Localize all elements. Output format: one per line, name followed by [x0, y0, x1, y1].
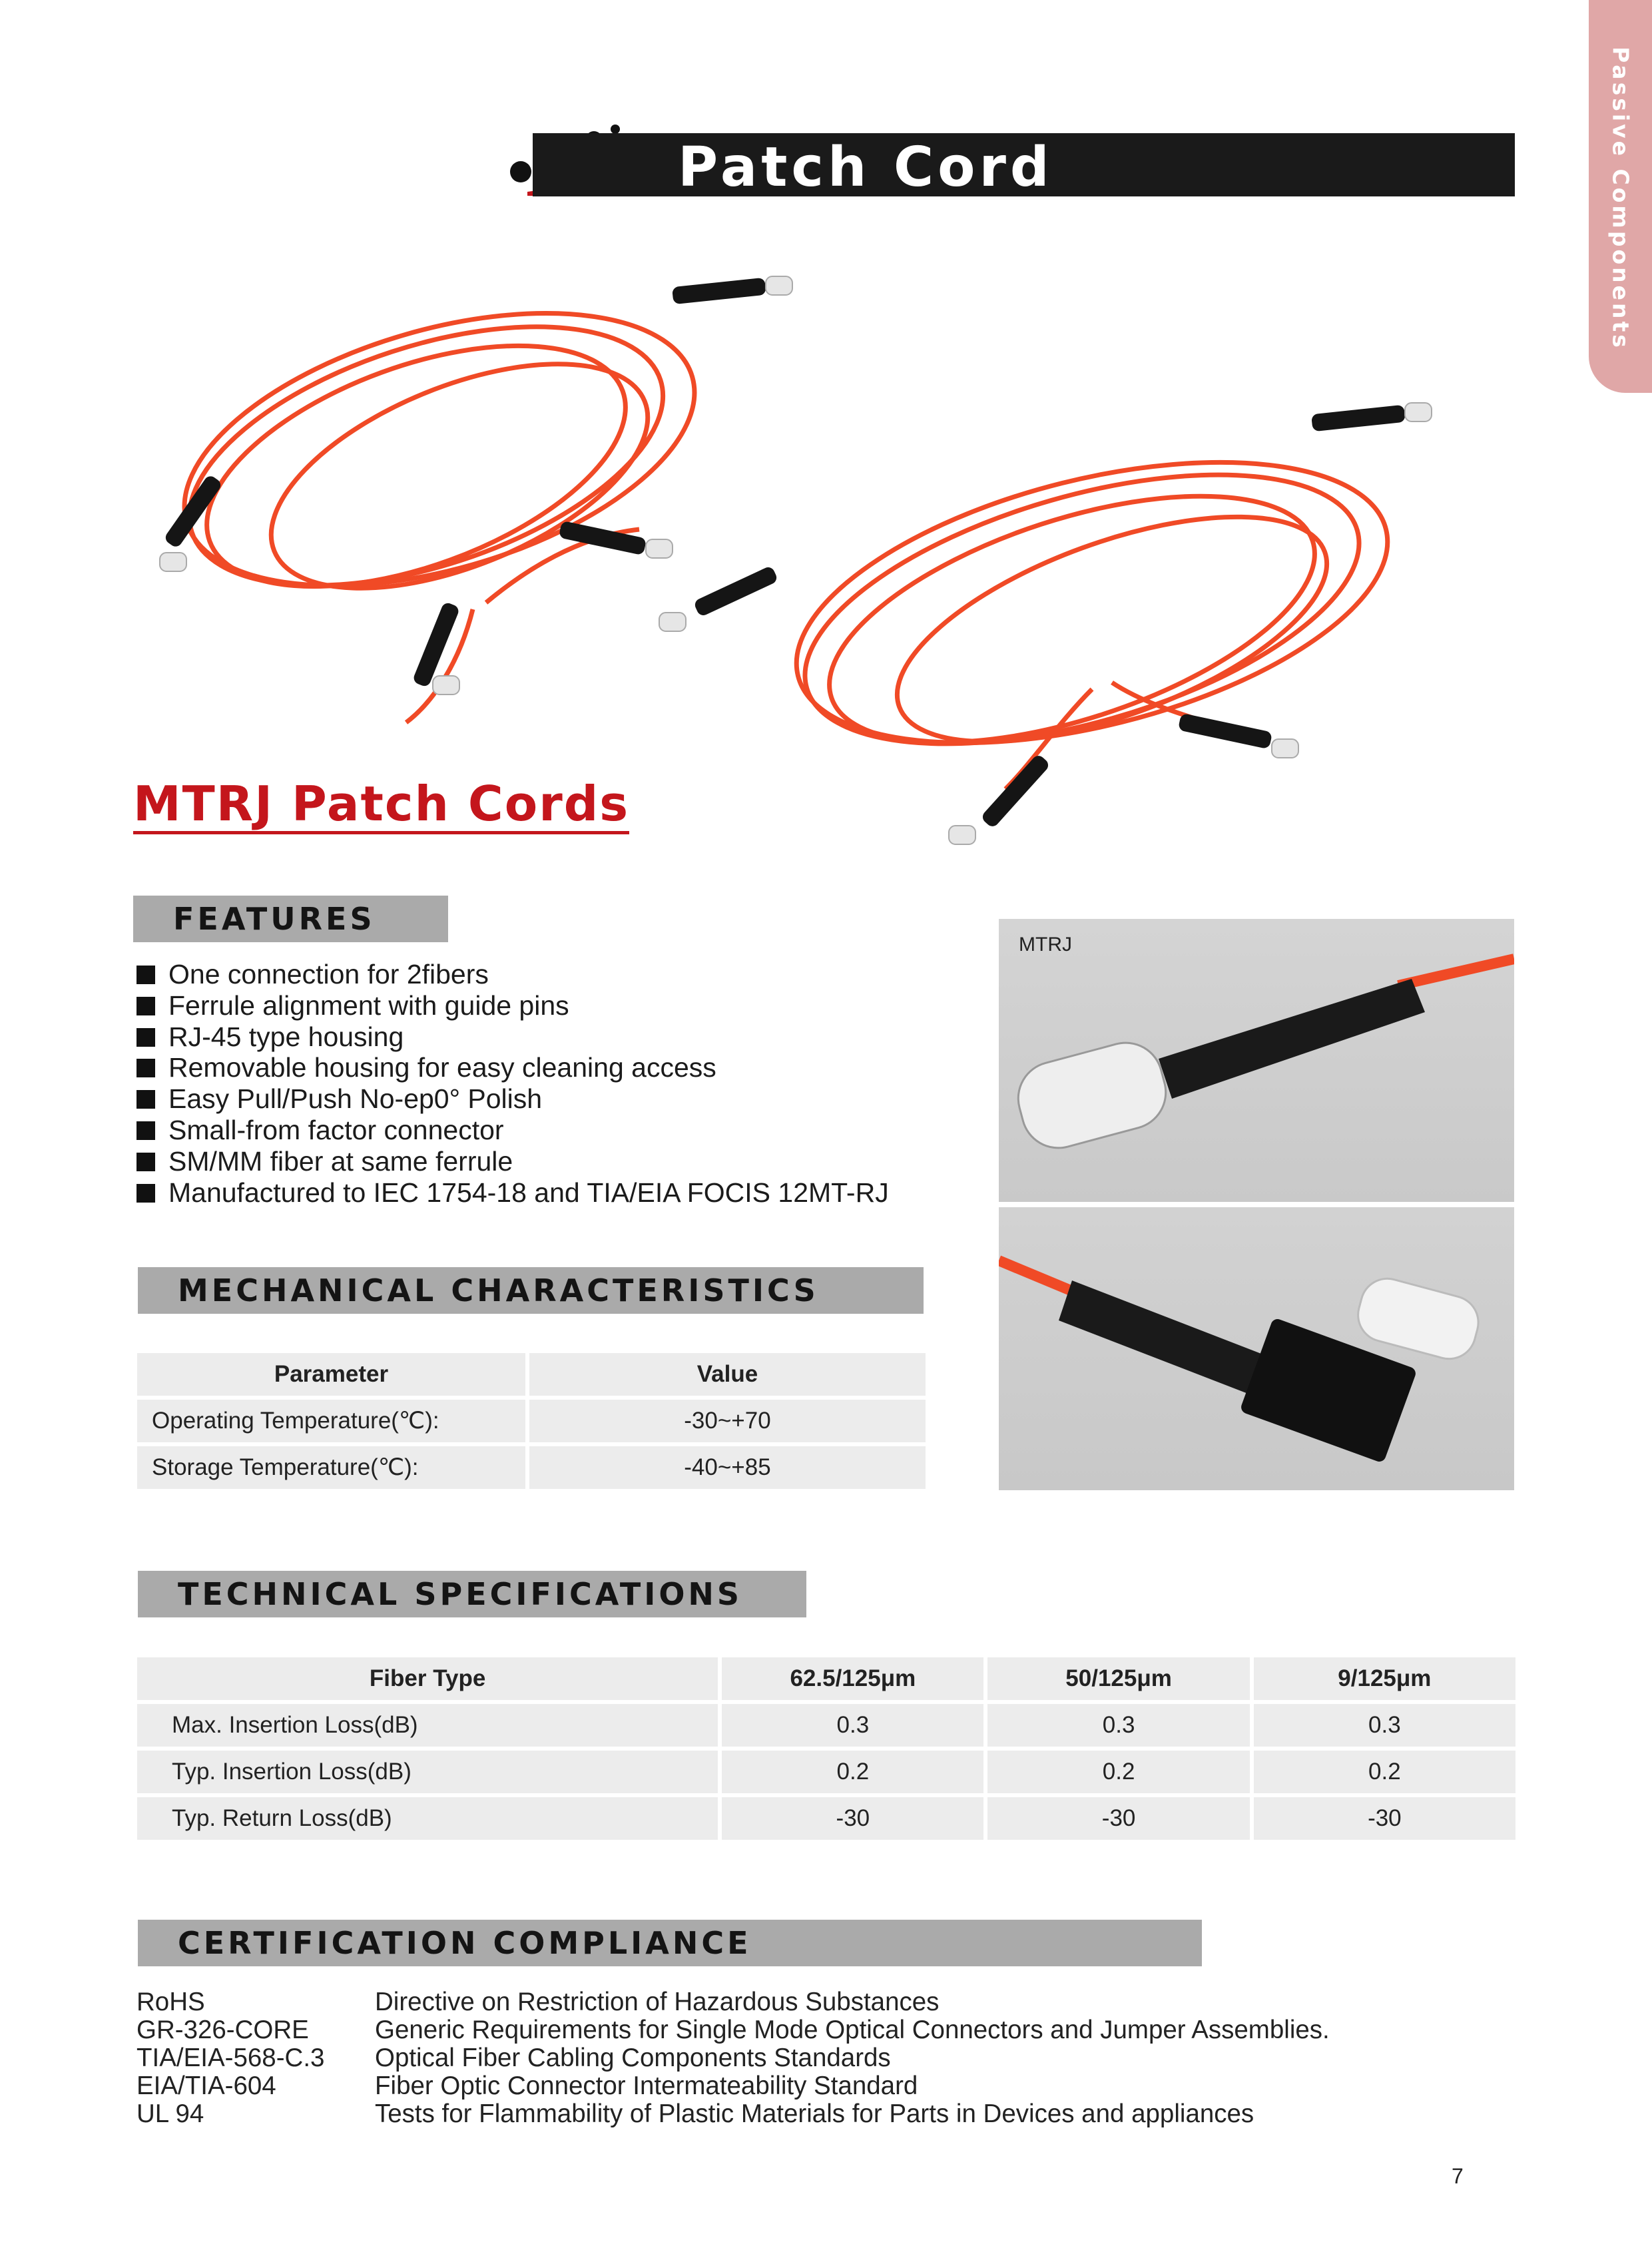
- table-row: [137, 1704, 1515, 1747]
- features-list: [137, 959, 889, 1208]
- technical-table: [133, 1653, 1519, 1844]
- standard-code: UL 94: [137, 2100, 204, 2128]
- feature-item: Manufactured to IEC 1754-18 and TIA/EIA FOCIS 12MT-RJ: [137, 1177, 889, 1209]
- list-item: [137, 2100, 1330, 2128]
- certification-list: [137, 1988, 1330, 2128]
- table-cell: -30: [1254, 1797, 1515, 1840]
- standard-code: EIA/TIA-604: [137, 2072, 276, 2100]
- table-cell: Operating Temperature(℃):: [137, 1400, 525, 1442]
- connector-photo-uncapped: [999, 1207, 1514, 1490]
- table-row: [137, 1446, 926, 1489]
- standard-code: TIA/EIA-568-C.3: [137, 2044, 325, 2072]
- column-header: 9/125μm: [1254, 1657, 1515, 1700]
- table-cell: 0.3: [987, 1704, 1249, 1747]
- list-item: [137, 1988, 1330, 2016]
- table-row: [137, 1751, 1515, 1793]
- column-header: Value: [529, 1353, 926, 1396]
- standard-description: Directive on Restriction of Hazardous Substances: [375, 1988, 940, 2016]
- side-tab-label: Passive Components: [1607, 47, 1633, 350]
- table-row: [137, 1797, 1515, 1840]
- column-header: 50/125μm: [987, 1657, 1249, 1700]
- mtrj-connector-illustration: [999, 919, 1514, 1202]
- standard-description: Tests for Flammability of Plastic Materials for Parts in Devices and appliances: [375, 2100, 1254, 2128]
- feature-item: SM/MM fiber at same ferrule: [137, 1146, 889, 1177]
- table-cell: -30~+70: [529, 1400, 926, 1442]
- list-item: [137, 2016, 1330, 2044]
- table-header-row: [137, 1657, 1515, 1700]
- standard-code: RoHS: [137, 1988, 205, 2016]
- side-section-tab: [1589, 0, 1652, 393]
- mechanical-table: [133, 1349, 930, 1493]
- product-title: MTRJ Patch Cords: [133, 779, 629, 834]
- feature-item: Removable housing for easy cleaning access: [137, 1052, 889, 1083]
- table-cell: -40~+85: [529, 1446, 926, 1489]
- table-cell: Storage Temperature(℃):: [137, 1446, 525, 1489]
- standard-description: Optical Fiber Cabling Components Standards: [375, 2044, 891, 2072]
- feature-item: Ferrule alignment with guide pins: [137, 990, 889, 1021]
- column-header: 62.5/125μm: [722, 1657, 983, 1700]
- table-header-row: [137, 1353, 926, 1396]
- column-header: Parameter: [137, 1353, 525, 1396]
- header-title-bar: [533, 133, 1515, 199]
- table-cell: 0.2: [1254, 1751, 1515, 1793]
- standard-code: GR-326-CORE: [137, 2016, 309, 2044]
- mtrj-connector-open-illustration: [999, 1207, 1514, 1490]
- mechanical-heading: MECHANICAL CHARACTERISTICS: [138, 1267, 924, 1314]
- list-item: [137, 2072, 1330, 2100]
- list-item: [137, 2044, 1330, 2072]
- table-cell: Typ. Insertion Loss(dB): [137, 1751, 718, 1793]
- connector-photo-capped: [999, 919, 1514, 1202]
- table-cell: -30: [987, 1797, 1249, 1840]
- table-cell: 0.3: [722, 1704, 983, 1747]
- page-title: Patch Cord: [678, 136, 1053, 199]
- table-cell: 0.2: [722, 1751, 983, 1793]
- table-cell: 0.3: [1254, 1704, 1515, 1747]
- table-cell: Typ. Return Loss(dB): [137, 1797, 718, 1840]
- technical-heading: TECHNICAL SPECIFICATIONS: [138, 1571, 806, 1617]
- feature-item: Small-from factor connector: [137, 1115, 889, 1146]
- table-row: [137, 1400, 926, 1442]
- feature-item: Easy Pull/Push No-ep0° Polish: [137, 1083, 889, 1115]
- column-header: Fiber Type: [137, 1657, 718, 1700]
- page-number: 7: [1452, 2164, 1464, 2188]
- table-cell: 0.2: [987, 1751, 1249, 1793]
- photo-caption: MTRJ: [1019, 934, 1072, 956]
- table-cell: Max. Insertion Loss(dB): [137, 1704, 718, 1747]
- feature-item: One connection for 2fibers: [137, 959, 889, 990]
- features-heading: FEATURES: [133, 896, 448, 942]
- table-cell: -30: [722, 1797, 983, 1840]
- standard-description: Fiber Optic Connector Intermateability Standard: [375, 2072, 918, 2100]
- standard-description: Generic Requirements for Single Mode Optical Connectors and Jumper Assemblies.: [375, 2016, 1330, 2044]
- feature-item: RJ-45 type housing: [137, 1021, 889, 1053]
- certification-heading: CERTIFICATION COMPLIANCE: [138, 1920, 1202, 1966]
